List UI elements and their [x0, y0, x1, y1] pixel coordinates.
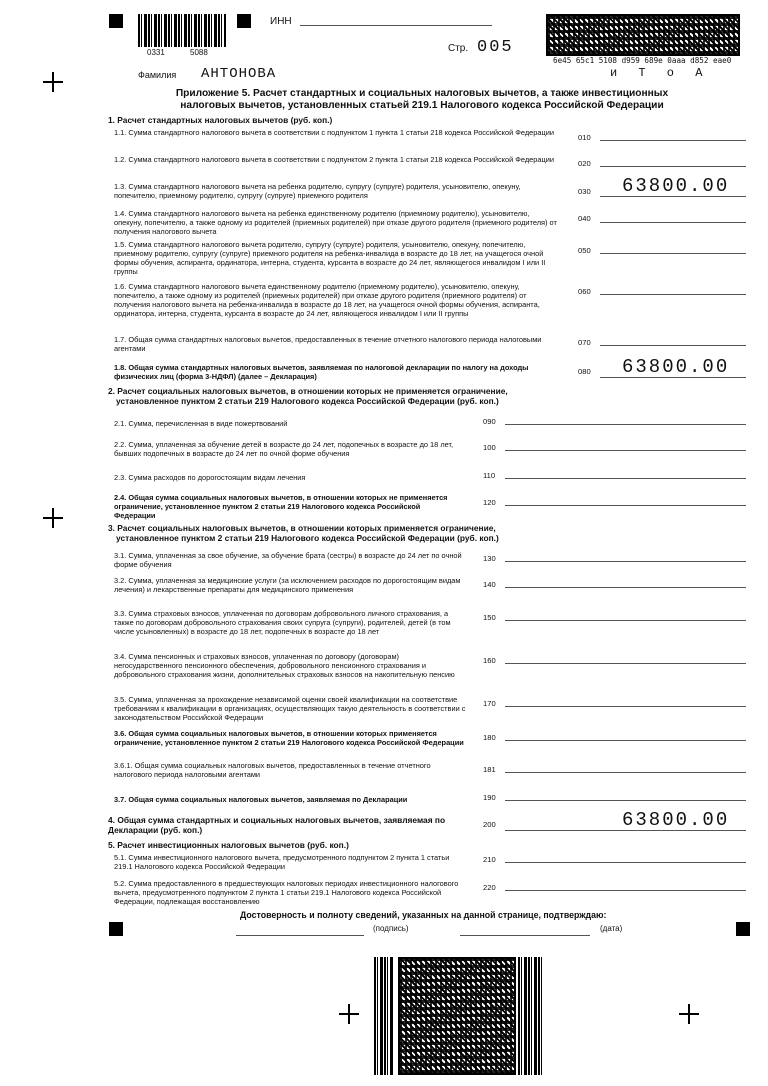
barcode-bottom-right	[518, 957, 542, 1075]
section-3-line: 3. Расчет социальных налоговых вычетов, в отношении которых применяется ограничение,	[108, 523, 496, 533]
section-2-heading	[108, 386, 508, 406]
code-220: 220	[483, 883, 496, 892]
code-130: 130	[483, 554, 496, 563]
code-150: 150	[483, 613, 496, 622]
code-040: 040	[578, 214, 591, 223]
row-060-label: 1.6. Сумма стандартного налогового вычета единственному родителю (приемному родителю), усыновителю, опекуну, попечителю, а также одному из родителей (приемных родителей) при отказе другого родителя (приемного родителя) от получения налогового вычета на ребенка-инвалида в возрасте до 18 лет, на учащегося очной формы обучения, аспиранта, ординатора, интерна, студента, курсанта в возрасте до 24 лет, являющегося инвалидом I или II группы	[114, 282, 540, 318]
section-5-heading: 5. Расчет инвестиционных налоговых вычетов (руб. коп.)	[108, 840, 349, 850]
title-line: Приложение 5. Расчет стандартных и социальных налоговых вычетов, а также инвестиционных	[175, 88, 669, 99]
row-090-label: 2.1. Сумма, перечисленная в виде пожертвований	[114, 419, 288, 428]
field-050[interactable]	[600, 253, 746, 254]
field-130[interactable]	[505, 561, 746, 562]
code-070: 070	[578, 338, 591, 347]
row-210-label: 5.1. Сумма инвестиционного налогового вычета, предусмотренного подпунктом 2 пункта 1 статьи 219.1 Налогового кодекса Российской Федерации	[114, 853, 450, 871]
section-2-line: установленное пунктом 2 статьи 219 Налогового кодекса Российской Федерации (руб. коп.)	[116, 396, 499, 406]
row-030-label: 1.3. Сумма стандартного налогового вычета на ребенка родителю, супругу (супруге) родителя, усыновителю, опекуну, попечителю, приемному родителю, супругу (супруге) приемного родителя	[114, 182, 521, 200]
field-180[interactable]	[505, 740, 746, 741]
barcode-number-right: 5088	[190, 48, 208, 57]
field-150[interactable]	[505, 620, 746, 621]
signature-field[interactable]	[236, 935, 364, 936]
field-040[interactable]	[600, 222, 746, 223]
barcode-bottom-left	[374, 957, 394, 1075]
code-210: 210	[483, 855, 496, 864]
code-020: 020	[578, 159, 591, 168]
row-180-label: 3.6. Общая сумма социальных налоговых вычетов, в отношении которых применяется ограничение, установленное пунктом 2 статьи 219 Налогового кодекса Российской Федерации	[114, 729, 464, 747]
row-100-label: 2.2. Сумма, уплаченная за обучение детей в возрасте до 24 лет, подопечных в возрасте до 18 лет, бывших подопечных в возрасте до 24 лет по очной форме обучения	[114, 440, 454, 458]
field-090[interactable]	[505, 424, 746, 425]
field-060[interactable]	[600, 294, 746, 295]
code-090: 090	[483, 417, 496, 426]
row-190-label: 3.7. Общая сумма социальных налоговых вычетов, заявляемая по Декларации	[114, 795, 408, 804]
corner-marker	[736, 922, 750, 936]
row-181-label: 3.6.1. Общая сумма социальных налоговых вычетов, предоставленных в течение отчетного налогового периода налоговыми агентами	[114, 761, 431, 779]
row-080-label: 1.8. Общая сумма стандартных налоговых вычетов, заявляемая по налоговой декларации по налогу на доходы физических лиц (форма 3-НДФЛ) (далее – Декларация)	[114, 363, 529, 381]
title-line: налоговых вычетов, установленных статьей 219.1 Налогового кодекса Российской Федерации	[180, 100, 664, 111]
corner-marker	[109, 14, 123, 28]
registration-cross	[43, 508, 63, 528]
code-200: 200	[483, 820, 496, 829]
field-140[interactable]	[505, 587, 746, 588]
section-3-heading	[108, 523, 499, 543]
bottom-2d-code	[398, 957, 516, 1075]
row-120-label: 2.4. Общая сумма социальных налоговых вычетов, в отношении которых не применяется ограничение, установленное пунктом 2 статьи 219 Налогового кодекса Российской Федерации	[114, 493, 448, 520]
registration-cross	[679, 1004, 699, 1024]
code-030: 030	[578, 187, 591, 196]
registration-cross	[339, 1004, 359, 1024]
field-010[interactable]	[600, 140, 746, 141]
field-020[interactable]	[600, 166, 746, 167]
code-180: 180	[483, 733, 496, 742]
row-040-label: 1.4. Сумма стандартного налогового вычета на ребенка единственному родителю (приемному родителю), усыновителю, опекуну, попечителю, а также одному из родителей (приемных родителей) при отказе другого родителя (приемного родителя) от получения налогового вычета	[114, 209, 557, 236]
field-070[interactable]	[600, 345, 746, 346]
code-010: 010	[578, 133, 591, 142]
row-110-label: 2.3. Сумма расходов по дорогостоящим видам лечения	[114, 473, 306, 482]
field-181[interactable]	[505, 772, 746, 773]
field-160[interactable]	[505, 663, 746, 664]
value-030: 63800.00	[622, 175, 730, 197]
row-130-label: 3.1. Сумма, уплаченная за свое обучение, за обучение брата (сестры) в возрасте до 24 лет по очной форме обучения	[114, 551, 462, 569]
corner-marker	[109, 922, 123, 936]
code-160: 160	[483, 656, 496, 665]
row-220-label: 5.2. Сумма предоставленного в предшествующих налоговых периодах инвестиционного налогового вычета, предусмотренного подпунктом 2 пункта 1 статьи 219.1 Налогового кодекса Российской Федерации, подлежащая восстановлению	[114, 879, 459, 906]
code-170: 170	[483, 699, 496, 708]
code-060: 060	[578, 287, 591, 296]
barcode-number-left: 0331	[147, 48, 165, 57]
registration-cross	[43, 72, 63, 92]
surname-label: Фамилия	[138, 70, 177, 80]
code-120: 120	[483, 498, 496, 507]
field-110[interactable]	[505, 478, 746, 479]
qr-caption: и Т о А	[610, 66, 710, 80]
section-1-heading: 1. Расчет стандартных налоговых вычетов (руб. коп.)	[108, 115, 333, 125]
barcode	[138, 14, 226, 47]
page-label: Стр.	[448, 43, 469, 54]
code-080: 080	[578, 367, 591, 376]
row-170-label: 3.5. Сумма, уплаченная за прохождение независимой оценки своей квалификации на соответствие требованиям к квалификации в организациях, осуществляющих такую деятельность в соответствии с законодательством Российской Федерации	[114, 695, 466, 722]
field-210[interactable]	[505, 862, 746, 863]
field-220[interactable]	[505, 890, 746, 891]
inn-field[interactable]	[300, 25, 492, 26]
date-label: (дата)	[600, 924, 623, 933]
field-100[interactable]	[505, 450, 746, 451]
qr-code	[546, 14, 740, 56]
row-150-label: 3.3. Сумма страховых взносов, уплаченная по договорам добровольного личного страхования, а также по договорам добровольного страхования своих супруга (супруги), родителей, детей (в том числе усыновленных) в возрасте до 18 лет, подопечных в возрасте до 18 лет	[114, 609, 451, 636]
qr-code-text: 6e45 65c1 5108 d959 689e 0aaa d852 eae0	[553, 56, 732, 65]
row-070-label: 1.7. Общая сумма стандартных налоговых вычетов, предоставленных в течение отчетного налогового периода налоговыми агентами	[114, 335, 542, 353]
code-190: 190	[483, 793, 496, 802]
confirmation-text: Достоверность и полноту сведений, указанных на данной странице, подтверждаю:	[240, 910, 607, 920]
field-120[interactable]	[505, 505, 746, 506]
value-080: 63800.00	[622, 356, 730, 378]
row-050-label: 1.5. Сумма стандартного налогового вычета родителю, супругу (супруге) родителя, усыновителю, опекуну, попечителю, приемному родителю, супругу (супруге) приемного родителя на ребенка-инвалида в возрасте до 18 лет, на учащегося очной формы обучения, аспиранта, ординатора, интерна, студента, курсанта в возрасте до 24 лет, являющегося инвалидом I или II группы	[114, 240, 546, 276]
value-200: 63800.00	[622, 809, 730, 831]
field-190[interactable]	[505, 800, 746, 801]
field-170[interactable]	[505, 706, 746, 707]
page-title	[122, 88, 722, 112]
section-3-line: установленное пунктом 2 статьи 219 Налогового кодекса Российской Федерации (руб. коп.)	[116, 533, 499, 543]
code-110: 110	[483, 471, 496, 480]
code-050: 050	[578, 246, 591, 255]
section-2-line: 2. Расчет социальных налоговых вычетов, в отношении которых не применяется ограничение,	[108, 386, 508, 396]
page-number: 005	[477, 38, 514, 57]
date-field[interactable]	[460, 935, 590, 936]
row-020-label: 1.2. Сумма стандартного налогового вычета в соответствии с подпунктом 2 пункта 1 статьи 218 кодекса Российской Федерации	[114, 155, 554, 164]
row-140-label: 3.2. Сумма, уплаченная за медицинские услуги (за исключением расходов по дорогостоящим видам лечения) и лекарственные препараты для медицинского применения	[114, 576, 461, 594]
row-010-label: 1.1. Сумма стандартного налогового вычета в соответствии с подпунктом 1 пункта 1 статьи 218 кодекса Российской Федерации	[114, 128, 554, 137]
code-100: 100	[483, 443, 496, 452]
code-181: 181	[483, 765, 496, 774]
row-200-label: 4. Общая сумма стандартных и социальных налоговых вычетов, заявляемая по Декларации (руб. коп.)	[108, 815, 446, 835]
signature-label: (подпись)	[373, 924, 409, 933]
corner-marker	[237, 14, 251, 28]
surname-value: АНТОНОВА	[201, 66, 277, 82]
row-160-label: 3.4. Сумма пенсионных и страховых взносов, уплаченная по договору (договорам) негосударственного пенсионного обеспечения, добровольного пенсионного страхования и добровольного страхования жизни, дополнительных страховых взносов на накопительную пенсию	[114, 652, 455, 679]
inn-label: ИНН	[270, 16, 292, 27]
code-140: 140	[483, 580, 496, 589]
